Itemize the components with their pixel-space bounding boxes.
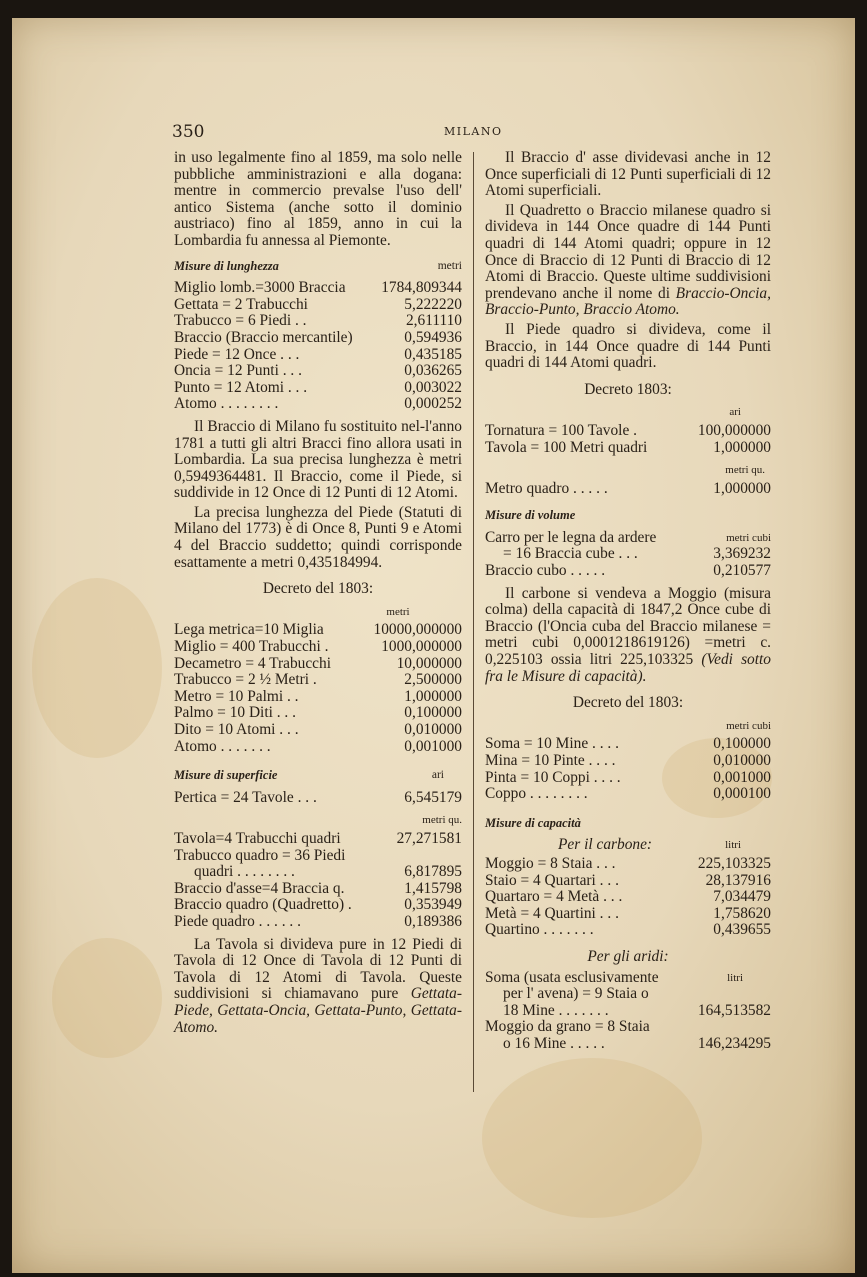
table-row: Tavola=4 Trabucchi quadri 27,271581 <box>174 829 462 847</box>
paragraph: La precisa lunghezza del Piede (Statuti di Milano del 1773) è di Once 8, Punti 9 e Atomi 4 del Braccio suddetto; quindi corrisponde esattamente a metri 0,435184994. <box>174 503 462 571</box>
paper-stain <box>482 1058 702 1218</box>
table-row: Metro = 10 Palmi . . 1,000000 <box>174 687 462 705</box>
table-row: Metà = 4 Quartini . . . 1,758620 <box>485 904 771 922</box>
table-row: Coppo . . . . . . . . 0,000100 <box>485 785 771 803</box>
table-row: per l' avena) = 9 Staia o <box>503 985 649 1003</box>
table-row: Trabucco = 6 Piedi . . 2,611110 <box>174 312 462 330</box>
column-divider <box>473 152 474 1092</box>
carbone-table <box>485 856 771 939</box>
table-row: Piede = 12 Once . . . 0,435185 <box>174 345 462 363</box>
subheading: Per gli aridi: <box>587 947 669 965</box>
left-column <box>174 150 462 1039</box>
aridi-table <box>485 970 771 1053</box>
section-title: Misure di capacità <box>485 815 581 830</box>
section-heading-lunghezza <box>174 258 462 275</box>
table-row: Trabucco = 2 ½ Metri . 2,500000 <box>174 671 462 689</box>
unit-label: ari <box>431 769 444 782</box>
table-row: = 16 Braccia cube . . . 3,369232 <box>503 545 771 563</box>
table-row: Palmo = 10 Diti . . . 0,100000 <box>174 704 462 722</box>
paper-stain <box>52 938 162 1058</box>
section-heading-superficie <box>174 767 462 784</box>
table-row: Moggio = 8 Staia . . . 225,103325 <box>485 854 771 872</box>
paragraph: Il carbone si vendeva a Moggio (misura colma) della capacità di 1847,2 Once cube di Braccio (l'Oncia cuba del Braccio milanese = metri cubi 0,0001218619126) =metri c. 0,225103 ossia litri 225,103325 (Vedi sotto fra le Misure di capacità). <box>485 584 772 685</box>
table-row: Mina = 10 Pinte . . . . 0,010000 <box>485 752 771 769</box>
section-title: Misure di lunghezza <box>174 258 279 273</box>
unit-label: metri <box>386 605 410 618</box>
unit-label: metri cubi <box>726 719 771 732</box>
unit-label: ari <box>729 406 741 419</box>
page-number: 350 <box>172 122 205 142</box>
table-row: Atomo . . . . . . . . 0,000252 <box>174 395 462 413</box>
table-row: Braccio quadro (Quadretto) . 0,353949 <box>174 896 462 914</box>
unit-label: metri qu. <box>725 464 765 477</box>
subheading: Per il carbone: litri <box>485 837 771 854</box>
table-row: Braccio cubo . . . . . 0,210577 <box>485 562 771 580</box>
unit-label: metri qu. <box>422 814 462 827</box>
running-head: MILANO <box>444 125 503 138</box>
table-row: Decametro = 4 Trabucchi 10,000000 <box>174 654 462 672</box>
table-row: Trabucco quadro = 36 Piedi <box>174 846 346 864</box>
section-title: Misure di volume <box>485 508 576 523</box>
table-row: Dito = 10 Atomi . . . 0,010000 <box>174 721 462 738</box>
table-row: Pinta = 10 Coppi . . . . 0,001000 <box>485 768 771 786</box>
page-header <box>172 122 772 142</box>
table-row: Punto = 12 Atomi . . . 0,003022 <box>174 378 462 396</box>
table-row: Moggio da grano = 8 Staia <box>485 1018 650 1036</box>
unit-label: litri <box>725 839 741 852</box>
table-row: o 16 Mine . . . . . 146,234295 <box>503 1034 771 1052</box>
decree-heading: Decreto del 1803: <box>572 694 684 712</box>
table-row: Miglio lomb.=3000 Braccia 1784,809344 <box>174 279 462 297</box>
paragraph: Il Piede quadro si divideva, come il Braccio, in 144 Once quadre di 144 Punti quadri di 144 Atomi quadri. <box>485 320 771 372</box>
decreto2-table <box>485 423 771 456</box>
superficie-table <box>174 831 462 931</box>
intro-paragraph: in uso legalmente fino al 1859, ma solo nelle pubbliche amministrazioni e alla dogana: mentre in commercio prevalse l'uso dell' antico Sistema (anche sotto il dominio austriaco) fino al 1859, anno in cui la Lombardia fu annessa al Piemonte. <box>174 149 462 249</box>
paragraph: Il Braccio d' asse dividevasi anche in 12 Once superficiali di 12 Punti superficiali di 12 Atomi superficiali. <box>485 149 771 200</box>
section-heading-volume <box>485 507 771 524</box>
paper-stain <box>32 578 162 758</box>
decreto1-table <box>174 622 462 755</box>
section-title: Misure di superficie <box>174 768 278 783</box>
paragraph: Il Braccio di Milano fu sostituito nel-l'anno 1781 a tutti gli altri Bracci fino allora usati in Lombardia. La sua precisa lunghezza è metri 0,5949364481. Il Braccio, come il Piede, si suddivide in 12 Once di 12 Punti di 12 Atomi. <box>174 417 462 502</box>
right-column <box>485 150 771 1053</box>
paragraph: Il Quadretto o Braccio milanese quadro si divideva in 144 Once quadre di 144 Punti quadri di 144 Atomi quadri; oppure in 12 Once di Braccio di 12 Punti di Braccio di 12 Atomi di Braccio. Queste ultime suddivisioni prendevano anche il nome di Braccio-Oncia, Braccio-Punto, Braccio Atomo. <box>485 201 771 319</box>
paragraph: La Tavola si divideva pure in 12 Piedi di Tavola di 12 Once di Tavola di 12 Punti di Tavola di 12 Atomi di Tavola. Queste suddivisioni si chiamavano pure Gettata-Piede, Gettata-Oncia, Gettata-Punto, Gettata-Atomo. <box>174 935 462 1036</box>
decreto3-table <box>485 736 771 802</box>
table-row: Oncia = 12 Punti . . . 0,036265 <box>174 362 462 380</box>
table-row: Tornatura = 100 Tavole . 100,000000 <box>485 421 771 439</box>
table-row: Braccio (Braccio mercantile) 0,594936 <box>174 328 462 346</box>
unit-label: litri <box>727 971 743 984</box>
table-row: Lega metrica=10 Miglia 10000,000000 <box>174 621 462 639</box>
table-row: Miglio = 400 Trabucchi . 1000,000000 <box>174 638 462 656</box>
table-row: Staio = 4 Quartari . . . 28,137916 <box>485 871 771 889</box>
table-row: Gettata = 2 Trabucchi 5,222220 <box>174 295 462 313</box>
table-row: Carro per le legna da ardere metri cubi <box>485 528 771 546</box>
table-row: Metro quadro . . . . . 1,000000 <box>485 479 771 497</box>
table-row: Atomo . . . . . . . 0,001000 <box>174 737 462 755</box>
unit-label: metri cubi <box>726 531 771 544</box>
table-row: Piede quadro . . . . . . 0,189386 <box>174 912 462 930</box>
table-row: Soma = 10 Mine . . . . 0,100000 <box>485 735 771 753</box>
table-row: Braccio d'asse=4 Braccia q. 1,415798 <box>174 879 462 897</box>
unit-label: metri <box>437 259 462 272</box>
table-row: Quartino . . . . . . . 0,439655 <box>485 921 771 939</box>
table-row: Tavola = 100 Metri quadri 1,000000 <box>485 438 771 456</box>
table-row: Soma (usata esclusivamente litri <box>485 970 771 987</box>
table-row: Quartaro = 4 Metà . . . 7,034479 <box>485 888 771 906</box>
lunghezza-table <box>174 280 462 413</box>
table-row: Pertica = 24 Tavole . . . 6,545179 <box>174 788 462 806</box>
table-row: quadri . . . . . . . . 6,817895 <box>194 863 462 881</box>
section-heading-capacita <box>485 815 771 832</box>
decree-heading: Decreto 1803: <box>584 380 672 398</box>
volume-table <box>485 530 771 580</box>
table-row: 18 Mine . . . . . . . 164,513582 <box>503 1001 771 1019</box>
decree-heading: Decreto del 1803: <box>262 580 374 598</box>
